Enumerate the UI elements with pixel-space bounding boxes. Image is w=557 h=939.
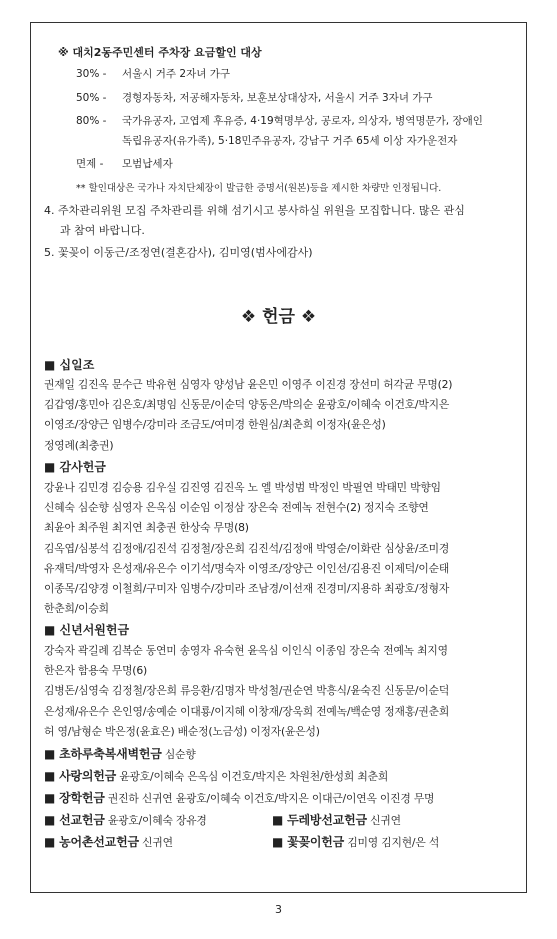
thanks-line: 최윤아 최주원 최지연 최충권 한상숙 무명(8) (44, 521, 249, 534)
discount-footnote: ** 할인대상은 국가나 자치단체장이 발급한 증명서(원본)등을 제시한 차량만 인정됩니다. (76, 183, 442, 194)
discount-80-cont: 독립유공자(유가족), 5·18민주유공자, 강남구 거주 65세 이상 자가운전자 (122, 135, 458, 147)
item-4: 4. 주차관리위원 모집 주차관리를 위해 섬기시고 봉사하실 위원을 모집합니다. 많은 관심 (44, 204, 465, 217)
thanks-line: 신혜숙 심순향 심영자 은옥심 이순임 이정삼 장은숙 전예녹 전현수(2) 정지숙 조향연 (44, 501, 429, 514)
section-thanks: ■ 감사헌금 (44, 460, 106, 474)
newyear-line: 김병돈/심영숙 김정철/장은희 류응환/김명자 박성철/권순연 박흥식/윤숙진 신동문/이순덕 (44, 684, 450, 697)
thanks-line: 이종목/김양경 이철희/구미자 임병수/강미라 조남경/이선재 진경미/지용하 최광호/정형자 (44, 582, 450, 595)
section-flower-offering: ■ 꽃꽂이헌금 김미영 김지현/은 석 (272, 835, 440, 849)
offering-title: ❖ 헌금 ❖ (240, 307, 317, 327)
tithe-line: 김갑영/홍민아 김은호/최명임 신동문/이순덕 양동은/박의순 윤광호/이혜숙 이건호/박지은 (44, 398, 450, 411)
thanks-line: 유재덕/박영자 은성재/유은수 이기석/명숙자 이영조/장양근 이인선/김용진 이제덕/이순태 (44, 562, 450, 575)
section-newyear: ■ 신년서원헌금 (44, 623, 130, 637)
section-dawn: ■ 초하루축복새벽헌금 심순향 (44, 747, 196, 761)
tithe-line: 권재일 김진옥 문수근 박유현 심영자 양성남 윤은민 이영주 이진경 장선미 허각균 무명(2) (44, 378, 453, 391)
discount-80: 80% - 국가유공자, 고엽제 후유증, 4·19혁명부상, 공로자, 의상자, 병역명문가, 장애인 (76, 115, 483, 127)
thanks-line: 한춘희/이승희 (44, 602, 109, 615)
item-4-cont: 과 참여 바랍니다. (60, 224, 145, 237)
tithe-line: 이영조/장양근 임병수/강미라 조금도/여미경 한원심/최춘희 이정자(윤은성) (44, 418, 386, 431)
thanks-line: 강윤나 김민경 김승용 김우실 김진영 김진옥 노 엘 박성범 박정인 박필연 박태민 박향임 (44, 481, 441, 494)
section-mission: ■ 선교헌금 윤광호/이혜숙 장유경 (44, 813, 207, 827)
discount-exempt: 면제 - 모범납세자 (76, 158, 173, 170)
newyear-line: 강숙자 곽길례 김복순 동연미 송영자 유숙현 윤옥심 이인식 이종임 장은숙 전예녹 최지영 (44, 644, 448, 657)
tithe-line: 정영례(최충권) (44, 439, 114, 452)
newyear-line: 허 영/남형순 박은정(윤효은) 배순정(노금성) 이정자(윤은성) (44, 725, 320, 738)
page-number: 3 (275, 903, 282, 916)
newyear-line: 한은자 함용숙 무명(6) (44, 664, 147, 677)
thanks-line: 김옥엽/심봉석 김정애/김진석 김정철/장은희 김진석/김정애 박영순/이화란 심상윤/조미경 (44, 542, 450, 555)
section-scholarship: ■ 장학헌금 권진하 신귀연 윤광호/이혜숙 이건호/박지은 이대근/이연옥 이진경 무명 (44, 791, 435, 805)
discount-50: 50% - 경형자동차, 저공해자동차, 보훈보상대상자, 서울시 거주 3자녀 가구 (76, 92, 433, 104)
section-love: ■ 사랑의헌금 윤광호/이혜숙 은옥심 이건호/박지은 차원천/한성희 최춘희 (44, 769, 389, 783)
section-durebang: ■ 두레방선교헌금 신귀연 (272, 813, 401, 827)
newyear-line: 은성재/유은수 은인영/송예순 이대룡/이지혜 이창재/장욱희 전예녹/백순영 정재홍/권춘희 (44, 705, 450, 718)
discount-30: 30% - 서울시 거주 2자녀 가구 (76, 68, 230, 80)
parking-discount-title: ※ 대치2동주민센터 주차장 요금할인 대상 (58, 46, 262, 59)
item-5-flowers: 5. 꽃꽂이 이동근/조정연(결혼감사), 김미영(범사에감사) (44, 246, 313, 259)
section-tithe: ■ 십일조 (44, 358, 95, 372)
section-rural-mission: ■ 농어촌선교헌금 신귀연 (44, 835, 173, 849)
